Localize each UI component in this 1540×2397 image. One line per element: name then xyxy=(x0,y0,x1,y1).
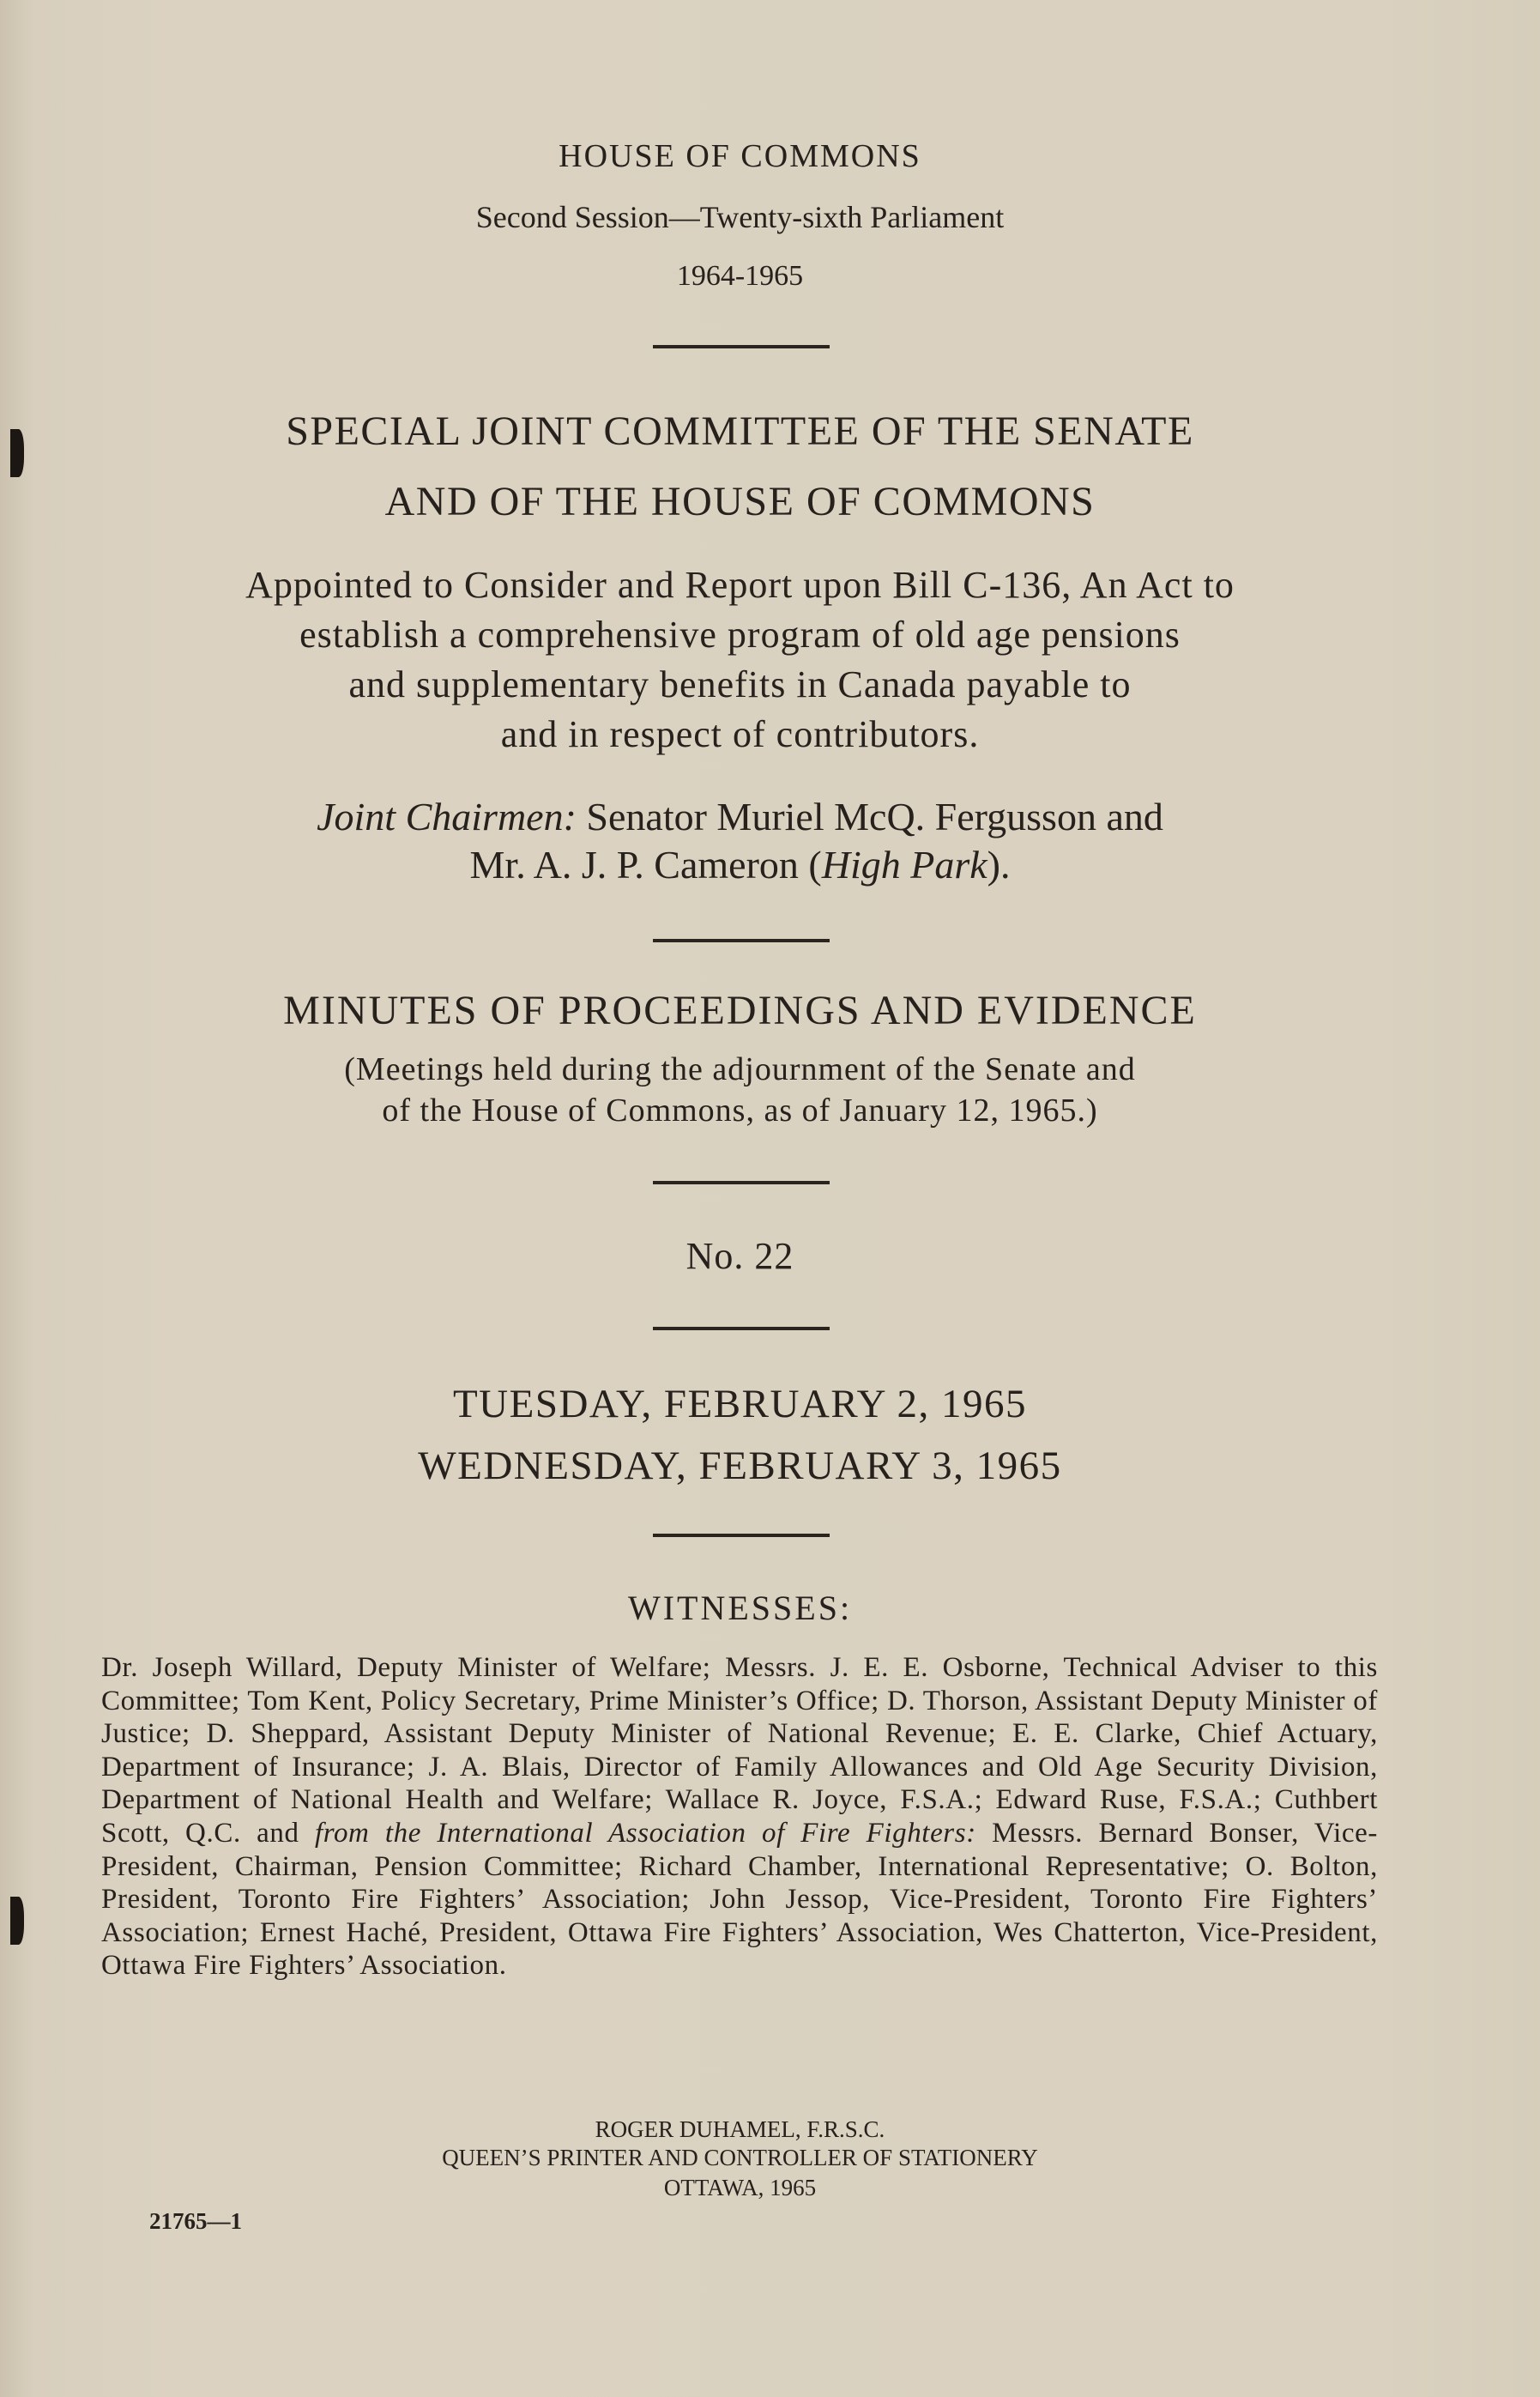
meetings-line: of the House of Commons, as of January 12, 1965.) xyxy=(382,1093,1098,1129)
committee-title-line: AND OF THE HOUSE OF COMMONS xyxy=(384,479,1096,524)
meetings-note xyxy=(0,1049,1480,1131)
minutes-title: MINUTES OF PROCEEDINGS AND EVIDENCE xyxy=(283,988,1197,1033)
chairmen-line xyxy=(0,793,1480,841)
meeting-date: WEDNESDAY, FEBRUARY 3, 1965 xyxy=(418,1444,1062,1488)
divider-rule xyxy=(653,939,830,942)
meetings-line: (Meetings held during the adjournment of the Senate and xyxy=(344,1051,1136,1087)
session-years: 1964-1965 xyxy=(676,260,804,292)
binding-hole-mark-bottom xyxy=(10,1897,24,1945)
witnesses-heading: WITNESSES: xyxy=(627,1589,853,1627)
printer-name: ROGER DUHAMEL, F.R.S.C. xyxy=(595,2116,885,2142)
chairmen-name-text: ). xyxy=(987,843,1011,887)
witnesses-association-label: from the International Association of Fire Fighters: xyxy=(314,1817,976,1849)
chairmen-label: Joint Chairmen: xyxy=(317,795,577,838)
appointment-line: and supplementary benefits in Canada payable to xyxy=(348,663,1132,705)
witnesses-list xyxy=(101,1651,1378,1982)
riding-name: High Park xyxy=(821,843,987,887)
printer-place: OTTAWA, 1965 xyxy=(663,2175,817,2200)
witnesses-text: Dr. Joseph Willard, Deputy Minister of Welfare; Messrs. J. E. E. Osborne, Technical Adviser to this Committee; Tom Kent, Policy Secretary, Prime Minister’s Office; D. Thorson, Assistant Deputy Minister of Justice; D. Sheppard, Assistant Deputy Minister of National Revenue; E. E. Clarke, Chief Actuary, Department of Insurance; J. A. Blais, Director of Family Allowances and Old Age Security Division, Department of National Health and Welfare; Wallace R. Joyce, F.S.A.; Edward Ruse, F.S.A.; Cuthbert Scott, Q.C. and xyxy=(101,1652,1378,1849)
committee-title xyxy=(0,396,1480,537)
appointment-statement xyxy=(0,560,1480,760)
divider-rule xyxy=(653,1181,830,1184)
printer-title: QUEEN’S PRINTER AND CONTROLLER OF STATIONERY xyxy=(442,2145,1038,2170)
committee-title-line: SPECIAL JOINT COMMITTEE OF THE SENATE xyxy=(286,409,1194,454)
divider-rule xyxy=(653,1534,830,1537)
appointment-line: establish a comprehensive program of old age pensions xyxy=(299,614,1181,656)
chairmen-line xyxy=(0,841,1480,889)
appointment-line: Appointed to Consider and Report upon Bill C-136, An Act to xyxy=(245,564,1235,606)
meeting-date: TUESDAY, FEBRUARY 2, 1965 xyxy=(452,1382,1028,1426)
chairmen-name-text: Mr. A. J. P. Cameron ( xyxy=(469,843,822,887)
joint-chairmen xyxy=(0,793,1480,889)
divider-rule xyxy=(653,345,830,348)
session-line: Second Session—Twenty-sixth Parliament xyxy=(475,200,1005,234)
divider-rule xyxy=(653,1327,830,1330)
chairmen-names: Senator Muriel McQ. Fergusson and xyxy=(576,795,1163,838)
witnesses-text: Messrs. Bernard Bonser, Vice-President, Chairman, Pension Committee; Richard Chamber, International Representative; O. Bolton, President, Toronto Fire Fighters’ Association; John Jessop, Vice-President, Toronto Fire Fighters’ Association; Ernest Haché, President, Ottawa Fire Fighters’ Association, Wes Chatterton, Vice-President, Ottawa Fire Fighters’ Association. xyxy=(101,1817,1378,1982)
appointment-line: and in respect of contributors. xyxy=(500,713,980,755)
meeting-dates xyxy=(0,1373,1480,1497)
issue-number: No. 22 xyxy=(685,1235,794,1277)
print-code: 21765—1 xyxy=(149,2208,242,2234)
house-title: HOUSE OF COMMONS xyxy=(559,138,921,174)
